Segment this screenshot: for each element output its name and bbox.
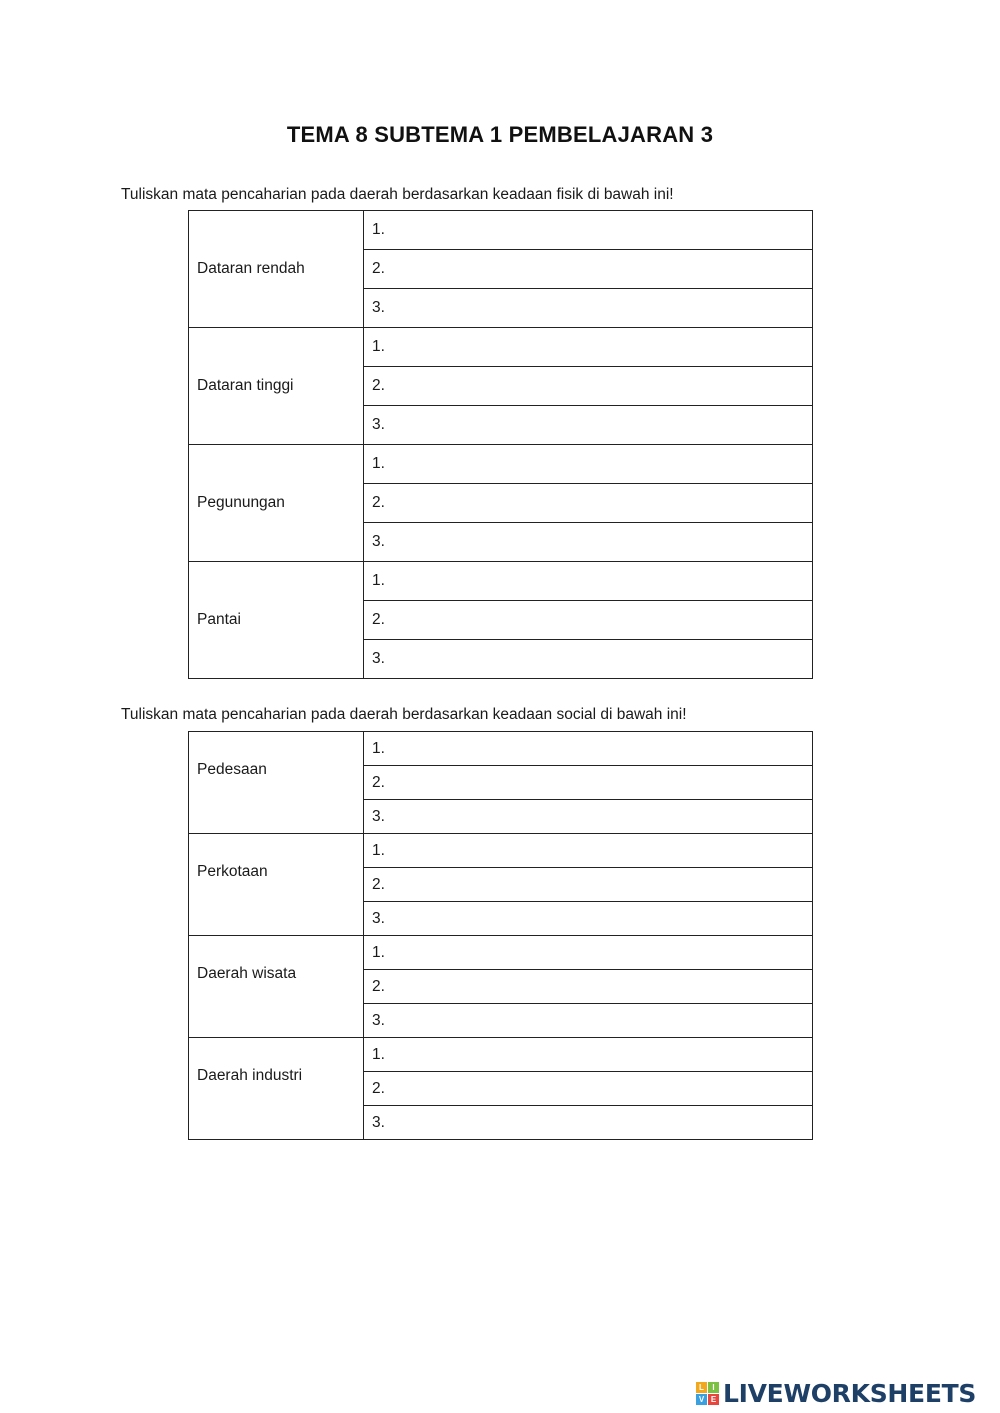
answer-cell[interactable]: 1. bbox=[364, 562, 813, 601]
answer-cell[interactable]: 3. bbox=[364, 902, 813, 936]
liveworksheets-logo-icon bbox=[696, 1382, 719, 1405]
table-row bbox=[189, 936, 813, 970]
answer-cell[interactable]: 3. bbox=[364, 289, 813, 328]
category-cell: Perkotaan bbox=[189, 834, 364, 936]
instruction-physical: Tuliskan mata pencaharian pada daerah berdasarkan keadaan fisik di bawah ini! bbox=[121, 186, 674, 203]
logo-letter-i: I bbox=[708, 1382, 719, 1393]
liveworksheets-logo[interactable] bbox=[696, 1378, 976, 1408]
logo-wordmark: LIVEWORKSHEETS bbox=[723, 1378, 977, 1408]
instruction-social: Tuliskan mata pencaharian pada daerah berdasarkan keadaan social di bawah ini! bbox=[121, 706, 687, 723]
category-cell: Daerah industri bbox=[189, 1038, 364, 1140]
table-row bbox=[189, 562, 813, 601]
answer-cell[interactable]: 3. bbox=[364, 1004, 813, 1038]
answer-cell[interactable]: 1. bbox=[364, 328, 813, 367]
social-conditions-table bbox=[188, 731, 813, 1140]
table-row bbox=[189, 328, 813, 367]
answer-cell[interactable]: 2. bbox=[364, 484, 813, 523]
table-row bbox=[189, 211, 813, 250]
answer-cell[interactable]: 1. bbox=[364, 936, 813, 970]
physical-conditions-table bbox=[188, 210, 813, 679]
answer-cell[interactable]: 3. bbox=[364, 406, 813, 445]
answer-cell[interactable]: 2. bbox=[364, 970, 813, 1004]
answer-cell[interactable]: 2. bbox=[364, 766, 813, 800]
answer-cell[interactable]: 1. bbox=[364, 211, 813, 250]
table-row bbox=[189, 834, 813, 868]
category-cell: Pantai bbox=[189, 562, 364, 679]
answer-cell[interactable]: 1. bbox=[364, 1038, 813, 1072]
answer-cell[interactable]: 2. bbox=[364, 250, 813, 289]
answer-cell[interactable]: 3. bbox=[364, 800, 813, 834]
logo-letter-v: V bbox=[696, 1394, 707, 1405]
answer-cell[interactable]: 3. bbox=[364, 1106, 813, 1140]
answer-cell[interactable]: 2. bbox=[364, 601, 813, 640]
answer-cell[interactable]: 2. bbox=[364, 868, 813, 902]
answer-cell[interactable]: 1. bbox=[364, 834, 813, 868]
category-cell: Dataran tinggi bbox=[189, 328, 364, 445]
table-row bbox=[189, 732, 813, 766]
category-cell: Dataran rendah bbox=[189, 211, 364, 328]
category-cell: Pedesaan bbox=[189, 732, 364, 834]
answer-cell[interactable]: 1. bbox=[364, 732, 813, 766]
answer-cell[interactable]: 3. bbox=[364, 523, 813, 562]
answer-cell[interactable]: 2. bbox=[364, 367, 813, 406]
category-cell: Pegunungan bbox=[189, 445, 364, 562]
answer-cell[interactable]: 1. bbox=[364, 445, 813, 484]
category-cell: Daerah wisata bbox=[189, 936, 364, 1038]
answer-cell[interactable]: 2. bbox=[364, 1072, 813, 1106]
logo-letter-l: L bbox=[696, 1382, 707, 1393]
logo-letter-e: E bbox=[708, 1394, 719, 1405]
table-row bbox=[189, 1038, 813, 1072]
worksheet-title: TEMA 8 SUBTEMA 1 PEMBELAJARAN 3 bbox=[286, 122, 714, 147]
table-row bbox=[189, 445, 813, 484]
answer-cell[interactable]: 3. bbox=[364, 640, 813, 679]
